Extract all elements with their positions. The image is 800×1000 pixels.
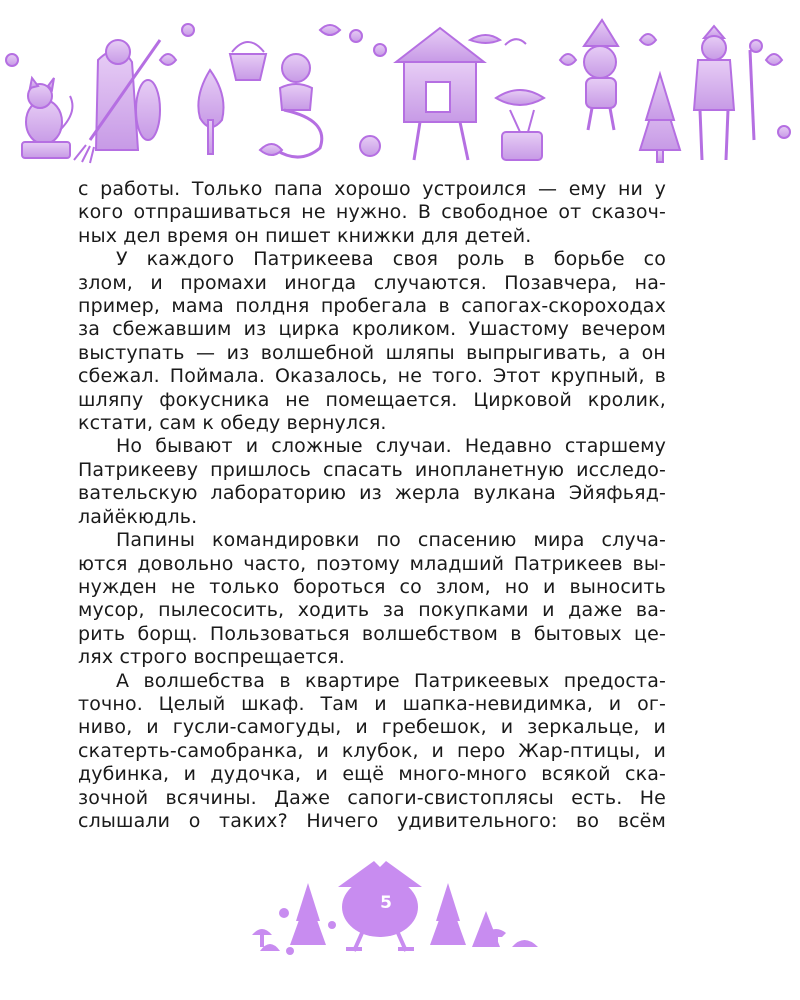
text-line: вательскую лабораторию из жерла вулкана Эйяфьяд- [78,482,666,505]
text-line: лях строго воспрещается. [78,646,345,669]
paragraph [78,529,666,669]
text-line: шляпу фокусника не помещается. Цирковой кролик, [78,388,666,411]
text-line: сбежал. Поймала. Оказалось, не того. Этот крупный, в [78,365,666,388]
text-line: лайёкюдль. [78,505,198,528]
cat-icon [22,78,72,158]
bird-icon [470,35,526,45]
text-line: слышали о таких? Ничего удивительного: во всём [78,809,666,832]
gnome-icon [584,20,618,130]
footer-ornament [250,855,550,955]
text-line: точно. Целый шкаф. Там и шапка-невидимка, и ог- [78,692,666,715]
paragraph [78,670,666,834]
text-line: кстати, сам к обеду вернулся. [78,412,387,435]
text-line: ниво, и гусли-самогуды, и гребешок, и зеркальце, и [78,716,666,739]
witch-icon [74,40,160,163]
mermaid-icon [260,54,380,157]
text-line: зочной всячины. Даже сапоги-свистоплясы есть. Не [78,786,666,809]
fairy-tale-header-banner [0,0,800,172]
text-line: А волшебства в квартире Патрикеевых предоста- [116,669,666,692]
prince-icon [694,26,762,160]
text-line: дубинка, и дудочка, и ещё много-много всякой ска- [78,763,666,786]
paragraph [78,435,666,529]
mushroom-icon [252,929,294,955]
text-line: скатерть-самобранка, и клубок, и перо Жар-птицы, и [78,739,666,762]
paragraph [78,248,666,435]
hut-icon [396,28,484,160]
fir-tree-icon [640,74,680,162]
text-line: злом, и промахи иногда случаются. Позавчера, на- [78,271,666,294]
basket-icon [230,42,266,80]
tree-icon [198,70,223,154]
text-line: с работы. Только папа хорошо устроился — ему ни у [78,178,666,200]
text-line: за сбежавшим из цирка кроликом. Ушастому вечером [78,318,666,341]
fish-tub-icon [496,90,544,160]
text-line: рить борщ. Пользоваться волшебством в бытовых це- [78,622,666,645]
fir-tree-icon [430,883,538,947]
text-line: нужден не только бороться со злом, но и выносить [78,575,666,598]
paragraph [78,178,666,248]
text-line: кого отпрашиваться не нужно. В свободное от сказоч- [78,201,666,224]
text-line: Патрикееву пришлось спасать инопланетную исследо- [78,458,666,481]
text-line: мусор, пылесосить, ходить за покупками и даже ва- [78,599,666,622]
text-line: пример, мама полдня пробегала в сапогах-скороходах [78,295,666,318]
text-line: ются довольно часто, поэтому младший Патрикеев вы- [78,552,666,575]
text-line: выступать — из волшебной шляпы выпрыгивать, а он [78,341,666,364]
text-line: Но бывают и сложные случаи. Недавно старшему [116,435,666,458]
fir-tree-icon [260,883,336,951]
text-line: Папины командировки по спасению мира случа- [116,529,666,552]
story-text [78,178,666,833]
page-number: 5 [380,893,392,913]
text-line: У каждого Патрикеева своя роль в борьбе со [116,248,666,271]
text-line: ных дел время он пишет книжки для детей. [78,224,532,247]
